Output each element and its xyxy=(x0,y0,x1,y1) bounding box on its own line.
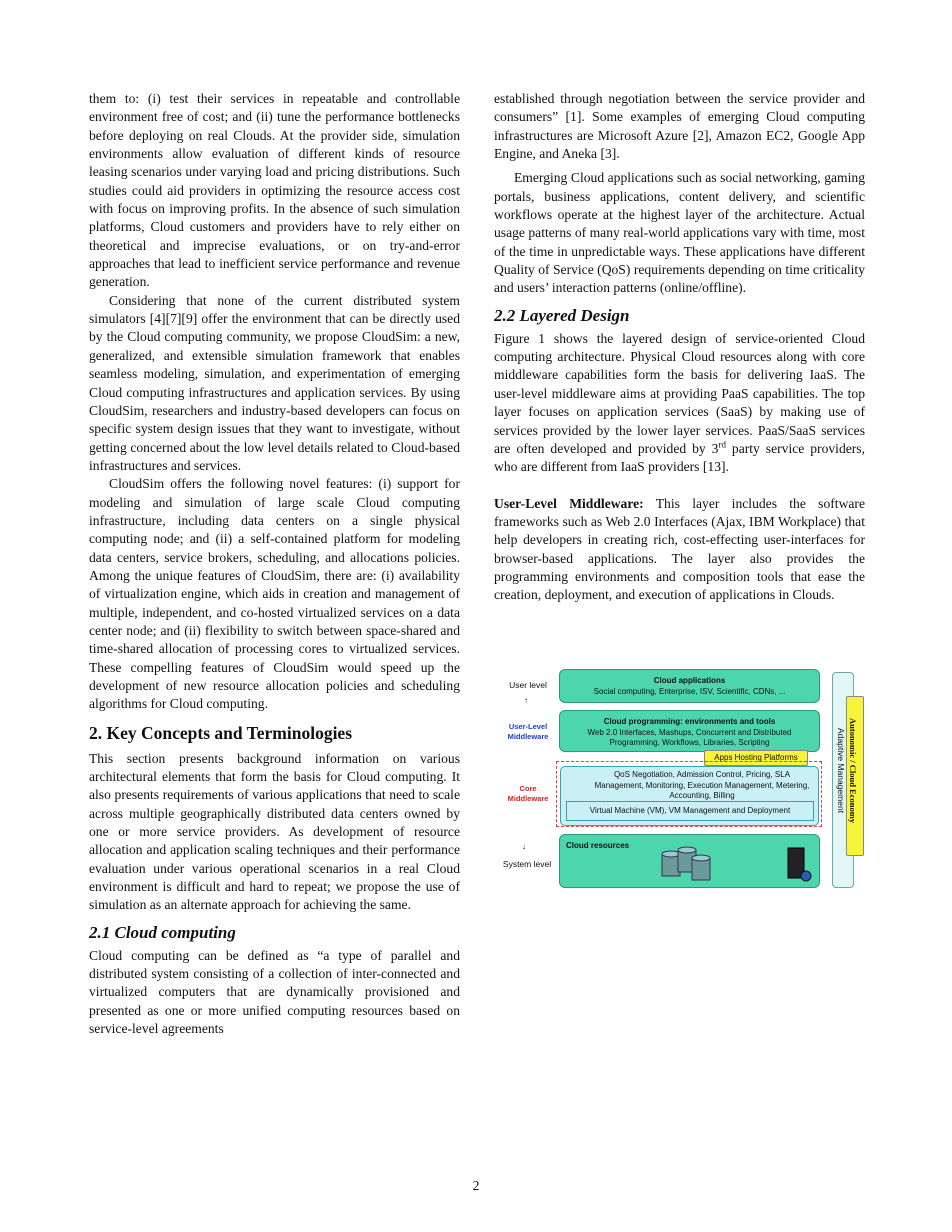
cloud-resources-graphic xyxy=(654,846,824,888)
superscript: rd xyxy=(718,439,726,450)
down-arrow-icon: ↓ xyxy=(522,842,526,851)
vm-management-box: Virtual Machine (VM), VM Management and Deployment xyxy=(566,801,814,821)
subsection-heading: 2.2 Layered Design xyxy=(494,305,630,325)
left-column xyxy=(89,90,460,1039)
paragraph: Cloud computing can be defined as “a type of parallel and distributed system consisting of a collection of inter-connected and virtualized computers that are dynamically provisioned and presented as one or more unified computing resources based on service-level agreements xyxy=(89,947,460,1037)
paragraph-text: Figure 1 shows the layered design of service-oriented Cloud computing architecture. Physical Cloud resources along with core middleware capabilities form the basis for delivering IaaS. The user-level middleware aims at providing PaaS capabilities. The top layer focuses on application services (SaaS) by making use of services provided by the lower layer services. PaaS/SaaS services are often developed and provided by 3 xyxy=(494,330,865,456)
layer-title: Cloud applications xyxy=(653,676,726,685)
server-icon xyxy=(788,848,811,881)
database-icon xyxy=(662,851,680,876)
layer-title: Cloud programming: environments and tools xyxy=(603,717,776,726)
page-number: 2 xyxy=(472,1178,480,1193)
paragraph xyxy=(494,330,865,477)
database-icon xyxy=(692,855,710,880)
paragraph: Considering that none of the current distributed system simulators [4][7][9] offer the environment that can be directly used by the Cloud computing community, we propose CloudSim: a new, generalized, and extensible simulation framework that enables seamless modeling, simulation, and experimentation of emerging Cloud computing infrastructures and application services. By using CloudSim, researchers and industry-based developers can focus on specific system design issues that they want to investigate, without getting concerned about the low level details related to Cloud-based infrastructures and services. xyxy=(89,292,460,473)
layer-subtitle: Web 2.0 Interfaces, Mashups, Concurrent and Distributed Programming, Workflows, Libraries, Scripting xyxy=(587,727,792,747)
core-middleware-label: Core Middleware xyxy=(507,784,549,803)
paragraph: This section presents background information on various architectural elements that form the basis for Cloud computing. It also presents requirements of various applications that need to scale across multiple geographically distributed data centers owned by one or more service providers. As development of resource allocation and application scaling techniques and their performance evaluation under various operational scenarios in a real Cloud environment is difficult and hard to repeat; we propose the use of simulation as an alternate approach for achieving the same. xyxy=(89,750,460,913)
subsection-heading: 2.1 Cloud computing xyxy=(89,922,236,942)
adaptive-management-label: Adaptive Management xyxy=(836,728,846,814)
layered-architecture-figure xyxy=(494,666,866,896)
paragraph-lead: User-Level Middleware: xyxy=(494,495,644,511)
system-level-label: System level xyxy=(502,859,552,869)
paragraph: established through negotiation between the service provider and consumers” [1]. Some examples of emerging Cloud computing infrastructures are Microsoft Azure [2], Amazon EC2, Google App Engine, and Aneka [3]. xyxy=(494,91,865,162)
paragraph: CloudSim offers the following novel features: (i) support for modeling and simulation of large scale Cloud computing infrastructure, including data centers on a single physical computing node; and (ii) a self-contained platform for modeling data centers, service brokers, scheduling, and allocations policies. Among the unique features of CloudSim, there are: (i) availability of virtualization engine, which aids in creation and management of multiple, independent, and co-hosted virtualized services on a data center node; and (ii) flexibility to switch between space-shared and time-shared allocation of processing cores to virtualized services. These compelling features of CloudSim would speed up the development of new resource allocation policies and scheduling algorithms for Cloud computing. xyxy=(89,476,460,712)
autonomic-label: Autonomic / Cloud Economy xyxy=(848,718,858,824)
paragraph: them to: (i) test their services in repeatable and controllable environment free of cost; and (ii) tune the performance bottlenecks before deploying on real Clouds. At the provider side, simulation environments allow evaluation of different kinds of resource leasing scenarios under varying load and pricing distributions. Such studies could aid providers in optimizing the resource access cost with focus on improving profits. In the absence of such simulation platforms, Cloud customers and providers have to rely either on theoretical and imprecise evaluations, or on try-and-error approaches that lead to inefficient service performance and revenue generation. xyxy=(89,91,460,290)
qos-box: QoS Negotiation, Admission Control, Pricing, SLA Management, Monitoring, Execution Management, Metering, Accounting, Billing xyxy=(594,770,810,800)
right-column xyxy=(494,90,865,605)
cloud-applications-layer xyxy=(559,669,820,703)
up-arrow-icon: ↑ xyxy=(524,696,528,705)
paragraph xyxy=(494,495,865,605)
paragraph-text: party service providers, who are different from IaaS providers [13]. xyxy=(494,440,865,475)
user-level-middleware-label: User-Level Middleware xyxy=(507,722,549,741)
paragraph-text: This layer includes the software frameworks such as Web 2.0 Interfaces (Ajax, IBM Workplace) that help developers in creating rich, cost-effecting user-interfaces for browser-based applications. The layer also provides the programming environments and composition tools that ease the creation, deployment, and execution of applications in Clouds. xyxy=(494,495,865,603)
section-heading: 2. Key Concepts and Terminologies xyxy=(89,722,353,743)
cloud-programming-layer xyxy=(559,710,820,752)
layer-subtitle: Social computing, Enterprise, ISV, Scientific, CDNs, ... xyxy=(593,686,786,696)
user-level-label: User level xyxy=(509,680,547,690)
apps-hosting-platforms-box: Apps Hosting Platforms xyxy=(704,750,808,766)
paragraph: Emerging Cloud applications such as social networking, gaming portals, business applications, content delivery, and scientific workflows operate at the highest layer of the architecture. Actual usage patterns of many real-world applications vary with time, most of the time in unpredictable ways. These applications have different Quality of Service (QoS) requirements depending on time criticality and users’ interaction patterns (online/offline). xyxy=(494,170,865,296)
layer-title: Cloud resources xyxy=(566,841,630,850)
